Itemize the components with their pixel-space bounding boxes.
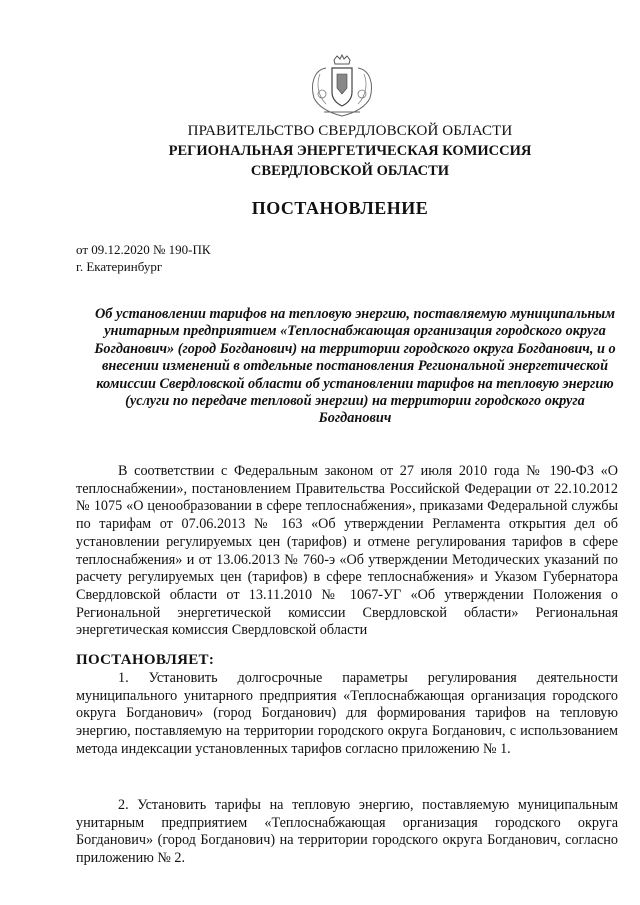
- header-region: СВЕРДЛОВСКОЙ ОБЛАСТИ: [250, 163, 450, 179]
- header-commission: РЕГИОНАЛЬНАЯ ЭНЕРГЕТИЧЕСКАЯ КОМИССИЯ: [168, 143, 532, 159]
- document-date-number: от 09.12.2020 № 190-ПК: [76, 242, 211, 257]
- document-city: г. Екатеринбург: [76, 259, 163, 274]
- document-type-title: ПОСТАНОВЛЕНИЕ: [251, 198, 429, 218]
- preamble-paragraph: В соответствии с Федеральным законом от 27 июля 2010 года № 190-ФЗ «О теплоснабжении», постановлением Правительства Российской Федерации от 22.10.2012 № 1075 «О ценообразовании в сфере теплоснабжения», приказами Федеральной службы по тарифам от 07.06.2013 № 163 «Об утверждении Регламента открытия дел об установлении регулируемых цен (тарифов) и отмене регулирования тарифов в сфере теплоснабжения» и от 13.06.2013 № 760-э «Об утверждении Методических указаний по расчету регулируемых цен (тарифов) в сфере теплоснабжения» и Указом Губернатора Свердловской области от 13.11.2010 № 1067-УГ «Об утверждении Положения о Региональной энергетической комиссии Свердловской области» Региональная энергетическая комиссия Свердловской области: [76, 463, 618, 639]
- header-government: ПРАВИТЕЛЬСТВО СВЕРДЛОВСКОЙ ОБЛАСТИ: [187, 123, 513, 139]
- document-subject: Об установлении тарифов на тепловую энергию, поставляемую муниципальным унитарным предприятием «Теплоснабжающая организация городского округа Богданович» (город Богданович) на территории городского округа Богданович, и о внесении изменений в отдельные постановления Региональной энергетической комиссии Свердловской области об установлении тарифов на тепловую энергию (услуги по передаче тепловой энергии) на территории городского округа Богданович: [94, 306, 616, 427]
- resolution-item-2: 2. Установить тарифы на тепловую энергию, поставляемую муниципальным унитарным предприятием «Теплоснабжающая организация городского округа Богданович» (город Богданович) на территории городского округа Богданович, согласно приложению № 2.: [76, 797, 618, 867]
- coat-of-arms-icon: [304, 54, 380, 120]
- resolution-item-1: 1. Установить долгосрочные параметры регулирования деятельности муниципального унитарного предприятия «Теплоснабжающая организация городского округа Богданович» (город Богданович) для формирования тарифов на тепловую энергию, поставляемую на территории городского округа Богданович, с использованием метода индексации установленных тарифов согласно приложению № 1.: [76, 670, 618, 757]
- resolve-heading: ПОСТАНОВЛЯЕТ:: [76, 652, 215, 668]
